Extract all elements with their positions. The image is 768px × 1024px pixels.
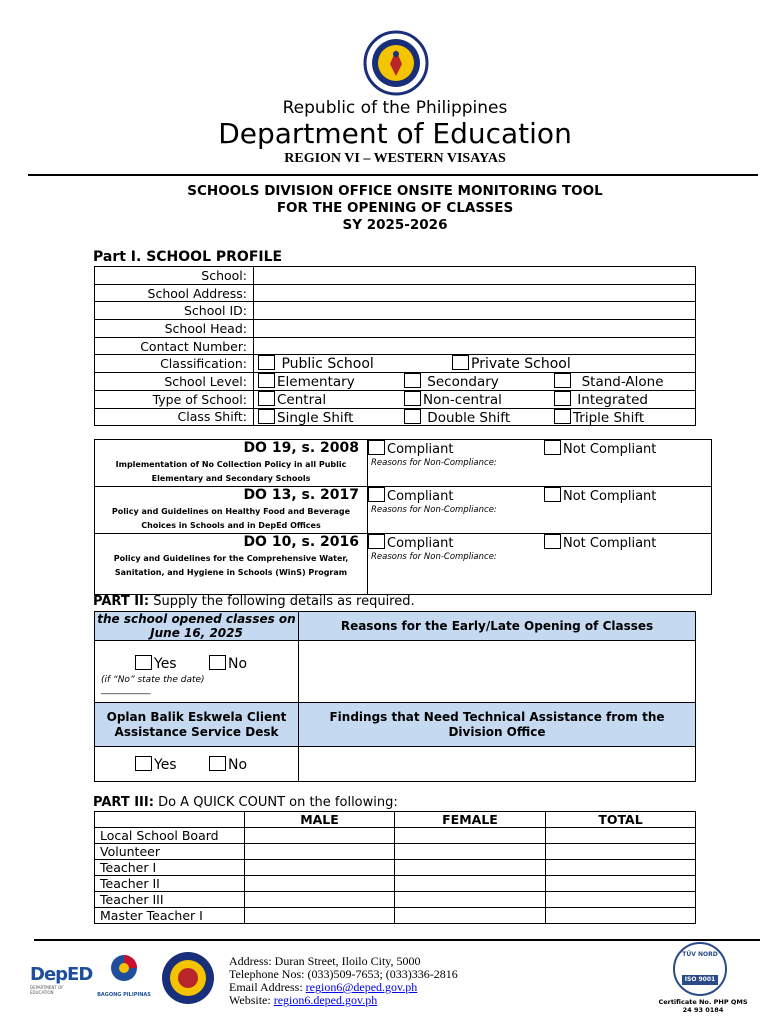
stand-alone-checkbox[interactable] bbox=[554, 373, 571, 388]
school-level-label: School Level: bbox=[95, 373, 254, 391]
count-cell[interactable] bbox=[245, 876, 395, 892]
table-row-label: Local School Board bbox=[95, 828, 245, 844]
form-title-2: FOR THE OPENING OF CLASSES bbox=[276, 200, 514, 216]
table-row-label: Teacher I bbox=[95, 860, 245, 876]
secondary-checkbox[interactable] bbox=[404, 373, 421, 388]
department-name: Department of Education bbox=[218, 117, 572, 150]
class-shift-label: Class Shift: bbox=[95, 408, 254, 426]
count-cell[interactable] bbox=[546, 844, 696, 860]
email-link[interactable]: region6@deped.gov.ph bbox=[305, 980, 418, 994]
table-row-label: Volunteer bbox=[95, 844, 245, 860]
field-label: Contact Number: bbox=[95, 337, 254, 355]
opened-question: the school opened classes on June 16, 2025 bbox=[95, 612, 299, 641]
findings-input[interactable] bbox=[299, 747, 696, 782]
do-title: DO 13, s. 2017 bbox=[243, 487, 359, 503]
school-input[interactable] bbox=[254, 267, 696, 285]
certificate-text: Certificate No. PHP QMS 24 93 0184 bbox=[658, 998, 748, 1014]
reasons-header: Reasons for the Early/Late Opening of Classes bbox=[299, 612, 696, 641]
part3-heading: PART III: Do A QUICK COUNT on the following: bbox=[93, 795, 398, 810]
public-school-checkbox[interactable] bbox=[258, 355, 275, 370]
footer-rule bbox=[34, 939, 760, 941]
deped-logo: DepED DEPARTMENT OF EDUCATION bbox=[30, 964, 93, 995]
do-title: DO 19, s. 2008 bbox=[243, 440, 359, 456]
compliant-checkbox[interactable] bbox=[368, 487, 385, 502]
republic-line: Republic of the Philippines bbox=[282, 98, 508, 118]
not-compliant-checkbox[interactable] bbox=[544, 534, 561, 549]
school-profile-table: School: School Address: School ID: School Head: Contact Number: Classification: Public School Private School School Level: Elementary Secondary Stand-Alone Type of School: Central Non-central Integrated Class Shift: Single Shift Double Shift Triple Shift bbox=[94, 266, 696, 426]
do-description: Implementation of No Collection Policy in all Public Elementary and Secondary Schools bbox=[115, 460, 347, 483]
if-no-note: (if “No” state the date) bbox=[101, 675, 205, 685]
count-cell[interactable] bbox=[546, 876, 696, 892]
double-shift-checkbox[interactable] bbox=[404, 409, 421, 424]
footer-address: Address: Duran Street, Iloilo City, 5000 bbox=[229, 954, 421, 968]
form-title-1: SCHOOLS DIVISION OFFICE ONSITE MONITORING TOOL bbox=[187, 183, 603, 199]
opened-yes-checkbox[interactable] bbox=[135, 655, 152, 670]
count-cell[interactable] bbox=[245, 892, 395, 908]
quick-count-table bbox=[94, 811, 696, 924]
count-cell[interactable] bbox=[245, 860, 395, 876]
compliant-checkbox[interactable] bbox=[368, 440, 385, 455]
integrated-checkbox[interactable] bbox=[554, 391, 571, 406]
table-row-label: Teacher III bbox=[95, 892, 245, 908]
table-row-label: Teacher II bbox=[95, 876, 245, 892]
count-cell[interactable] bbox=[245, 908, 395, 924]
school-id-input[interactable] bbox=[254, 302, 696, 320]
single-shift-checkbox[interactable] bbox=[258, 409, 275, 424]
count-cell[interactable] bbox=[245, 844, 395, 860]
school-head-input[interactable] bbox=[254, 320, 696, 338]
tuv-iso-logo: TÜV NORD ISO 9001 bbox=[668, 941, 732, 997]
part2-heading: PART II: Supply the following details as required. bbox=[93, 594, 415, 609]
count-cell[interactable] bbox=[395, 876, 546, 892]
reasons-input[interactable] bbox=[299, 641, 696, 703]
private-school-checkbox[interactable] bbox=[452, 355, 469, 370]
triple-shift-checkbox[interactable] bbox=[554, 409, 571, 424]
part1-heading: Part I. SCHOOL PROFILE bbox=[93, 249, 283, 265]
count-cell[interactable] bbox=[546, 828, 696, 844]
count-cell[interactable] bbox=[395, 828, 546, 844]
not-compliant-checkbox[interactable] bbox=[544, 487, 561, 502]
region-seal bbox=[160, 950, 216, 1006]
bagong-pilipinas-logo: BAGONG PILIPINAS bbox=[96, 948, 152, 1004]
count-cell[interactable] bbox=[546, 908, 696, 924]
website-link[interactable]: region6.deped.gov.ph bbox=[273, 993, 378, 1007]
compliant-checkbox[interactable] bbox=[368, 534, 385, 549]
type-of-school-label: Type of School: bbox=[95, 390, 254, 408]
footer-contact: Address: Duran Street, Iloilo City, 5000 Telephone Nos: (033)509-7653; (033)336-2816 Email Address: region6@deped.gov.ph Website: region6.deped.gov.ph bbox=[229, 954, 458, 1007]
region-name: REGION VI – WESTERN VISAYAS bbox=[284, 151, 506, 166]
contact-number-input[interactable] bbox=[254, 337, 696, 355]
field-label: School Head: bbox=[95, 320, 254, 338]
reasons-label: Reasons for Non-Compliance: bbox=[371, 505, 497, 515]
header-rule bbox=[28, 174, 758, 176]
findings-header: Findings that Need Technical Assistance from the Division Office bbox=[299, 703, 696, 747]
reasons-label: Reasons for Non-Compliance: bbox=[371, 458, 497, 468]
date-blank[interactable]: ___________ bbox=[101, 685, 151, 695]
female-header: FEMALE bbox=[395, 812, 546, 828]
footer-phones: Telephone Nos: (033)509-7653; (033)336-2816 bbox=[229, 967, 458, 981]
desk-no-checkbox[interactable] bbox=[209, 756, 226, 771]
total-header: TOTAL bbox=[546, 812, 696, 828]
not-compliant-checkbox[interactable] bbox=[544, 440, 561, 455]
count-cell[interactable] bbox=[395, 908, 546, 924]
non-central-checkbox[interactable] bbox=[404, 391, 421, 406]
count-cell[interactable] bbox=[395, 844, 546, 860]
do-description: Policy and Guidelines for the Comprehensive Water, Sanitation, and Hygiene in Schools (WinS) Program bbox=[113, 554, 349, 577]
opened-no-checkbox[interactable] bbox=[209, 655, 226, 670]
count-cell[interactable] bbox=[546, 860, 696, 876]
help-desk-question: Oplan Balik Eskwela Client Assistance Service Desk bbox=[95, 703, 299, 747]
count-cell[interactable] bbox=[395, 892, 546, 908]
deped-seal bbox=[350, 30, 442, 96]
table-row-label: Master Teacher I bbox=[95, 908, 245, 924]
field-label: School ID: bbox=[95, 302, 254, 320]
compliance-table: DO 19, s. 2008 Implementation of No Collection Policy in all Public Elementary and Secondary Schools Compliant Not Compliant Reasons for Non-Compliance: DO 13, s. 2017 Policy and Guidelines on Healthy Food and Beverage Choices in Schools and in DepEd Offices Compliant Not Compliant Reasons for Non-Compliance: DO 10, s. 2016 Policy and Guidelines for the Comprehensive Water, Sanitation, and Hygiene in Schools (WinS) Program Compliant Not Compliant Reasons for Non-Compliance: bbox=[94, 439, 712, 595]
desk-yes-checkbox[interactable] bbox=[135, 756, 152, 771]
form-title-3: SY 2025-2026 bbox=[342, 217, 448, 233]
count-cell[interactable] bbox=[395, 860, 546, 876]
field-label: School Address: bbox=[95, 284, 254, 302]
male-header: MALE bbox=[245, 812, 395, 828]
central-checkbox[interactable] bbox=[258, 391, 275, 406]
do-title: DO 10, s. 2016 bbox=[243, 534, 359, 550]
count-cell[interactable] bbox=[245, 828, 395, 844]
do-description: Policy and Guidelines on Healthy Food and Beverage Choices in Schools and in DepEd Offices bbox=[111, 507, 351, 530]
elementary-checkbox[interactable] bbox=[258, 373, 275, 388]
field-label: School: bbox=[95, 267, 254, 285]
reasons-label: Reasons for Non-Compliance: bbox=[371, 552, 497, 562]
classification-label: Classification: bbox=[95, 355, 254, 373]
school-address-input[interactable] bbox=[254, 284, 696, 302]
count-cell[interactable] bbox=[546, 892, 696, 908]
part2-table: the school opened classes on June 16, 2025 Reasons for the Early/Late Opening of Classes Yes No (if “No” state the date) ___________ Oplan Balik Eskwela Client Assistance Service Desk Findings that Need Technical Assistance from the Division Office Yes No bbox=[94, 611, 696, 782]
